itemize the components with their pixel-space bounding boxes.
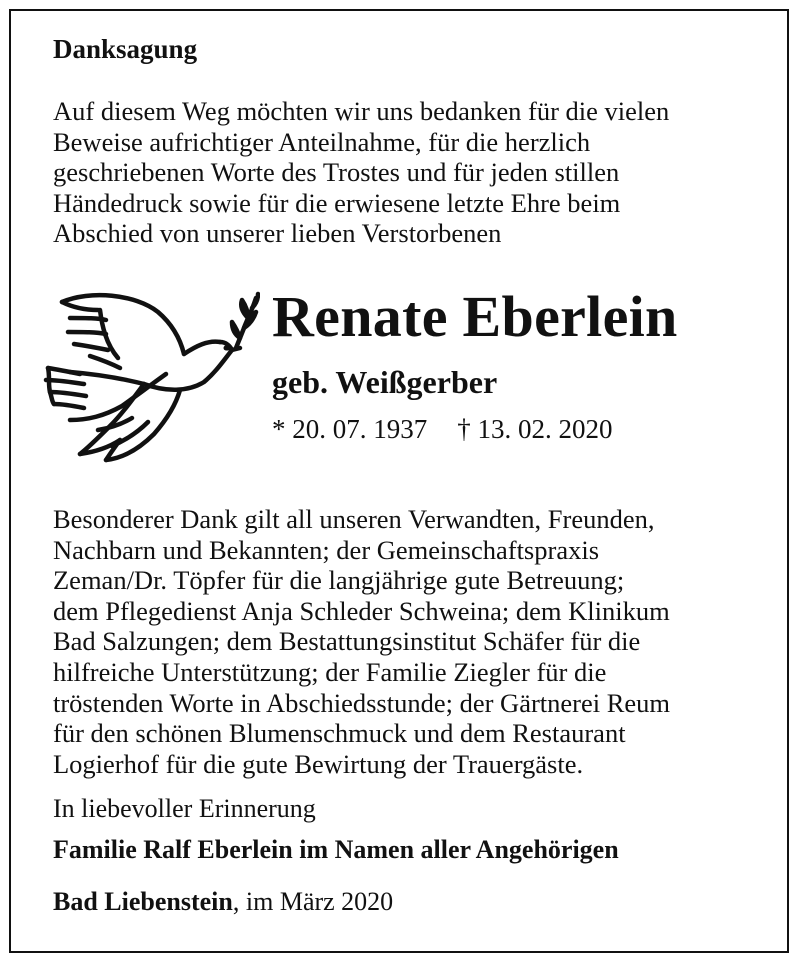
deceased-name: Renate Eberlein xyxy=(272,284,678,349)
life-dates xyxy=(272,412,613,446)
notice-heading: Danksagung xyxy=(53,34,198,64)
birth-date: * 20. 07. 1937 xyxy=(272,414,428,444)
dove-with-olive-branch-icon xyxy=(40,288,260,466)
place-name: Bad Liebenstein xyxy=(53,887,233,916)
maiden-name: geb. Weißgerber xyxy=(272,364,498,400)
death-date: † 13. 02. 2020 xyxy=(457,414,613,444)
thanks-paragraph: Besonderer Dank gilt all unseren Verwandten, Freunden, Nachbarn und Bekannten; der Gemeinschaftspraxis Zeman/Dr. Töpfer für die langjährige gute Betreuung; dem Pflegedienst Anja Schleder Schweina; dem Klinikum Bad Salzungen; dem Bestattungsinstitut Schäfer für die hilfreiche Unterstützung; der Familie Ziegler für die tröstenden Worte in Abschiedsstunde; der Gärtnerei Reum für den schönen Blumenschmuck und dem Restaurant Logierhof für die gute Bewirtung der Trauergäste. xyxy=(53,504,671,779)
signature-line: Familie Ralf Eberlein im Namen aller Angehörigen xyxy=(53,835,619,864)
place-date-line xyxy=(53,886,393,918)
closing-date: , im März 2020 xyxy=(232,887,394,916)
intro-paragraph: Auf diesem Weg möchten wir uns bedanken für die vielen Beweise aufrichtiger Anteilnahme, für die herzlich geschriebenen Worte des Trostes und für jeden stillen Händedruck sowie für die erwiesene letzte Ehre beim Abschied von unserer lieben Verstorbenen xyxy=(53,96,670,249)
remembrance-line: In liebevoller Erinnerung xyxy=(53,794,316,823)
